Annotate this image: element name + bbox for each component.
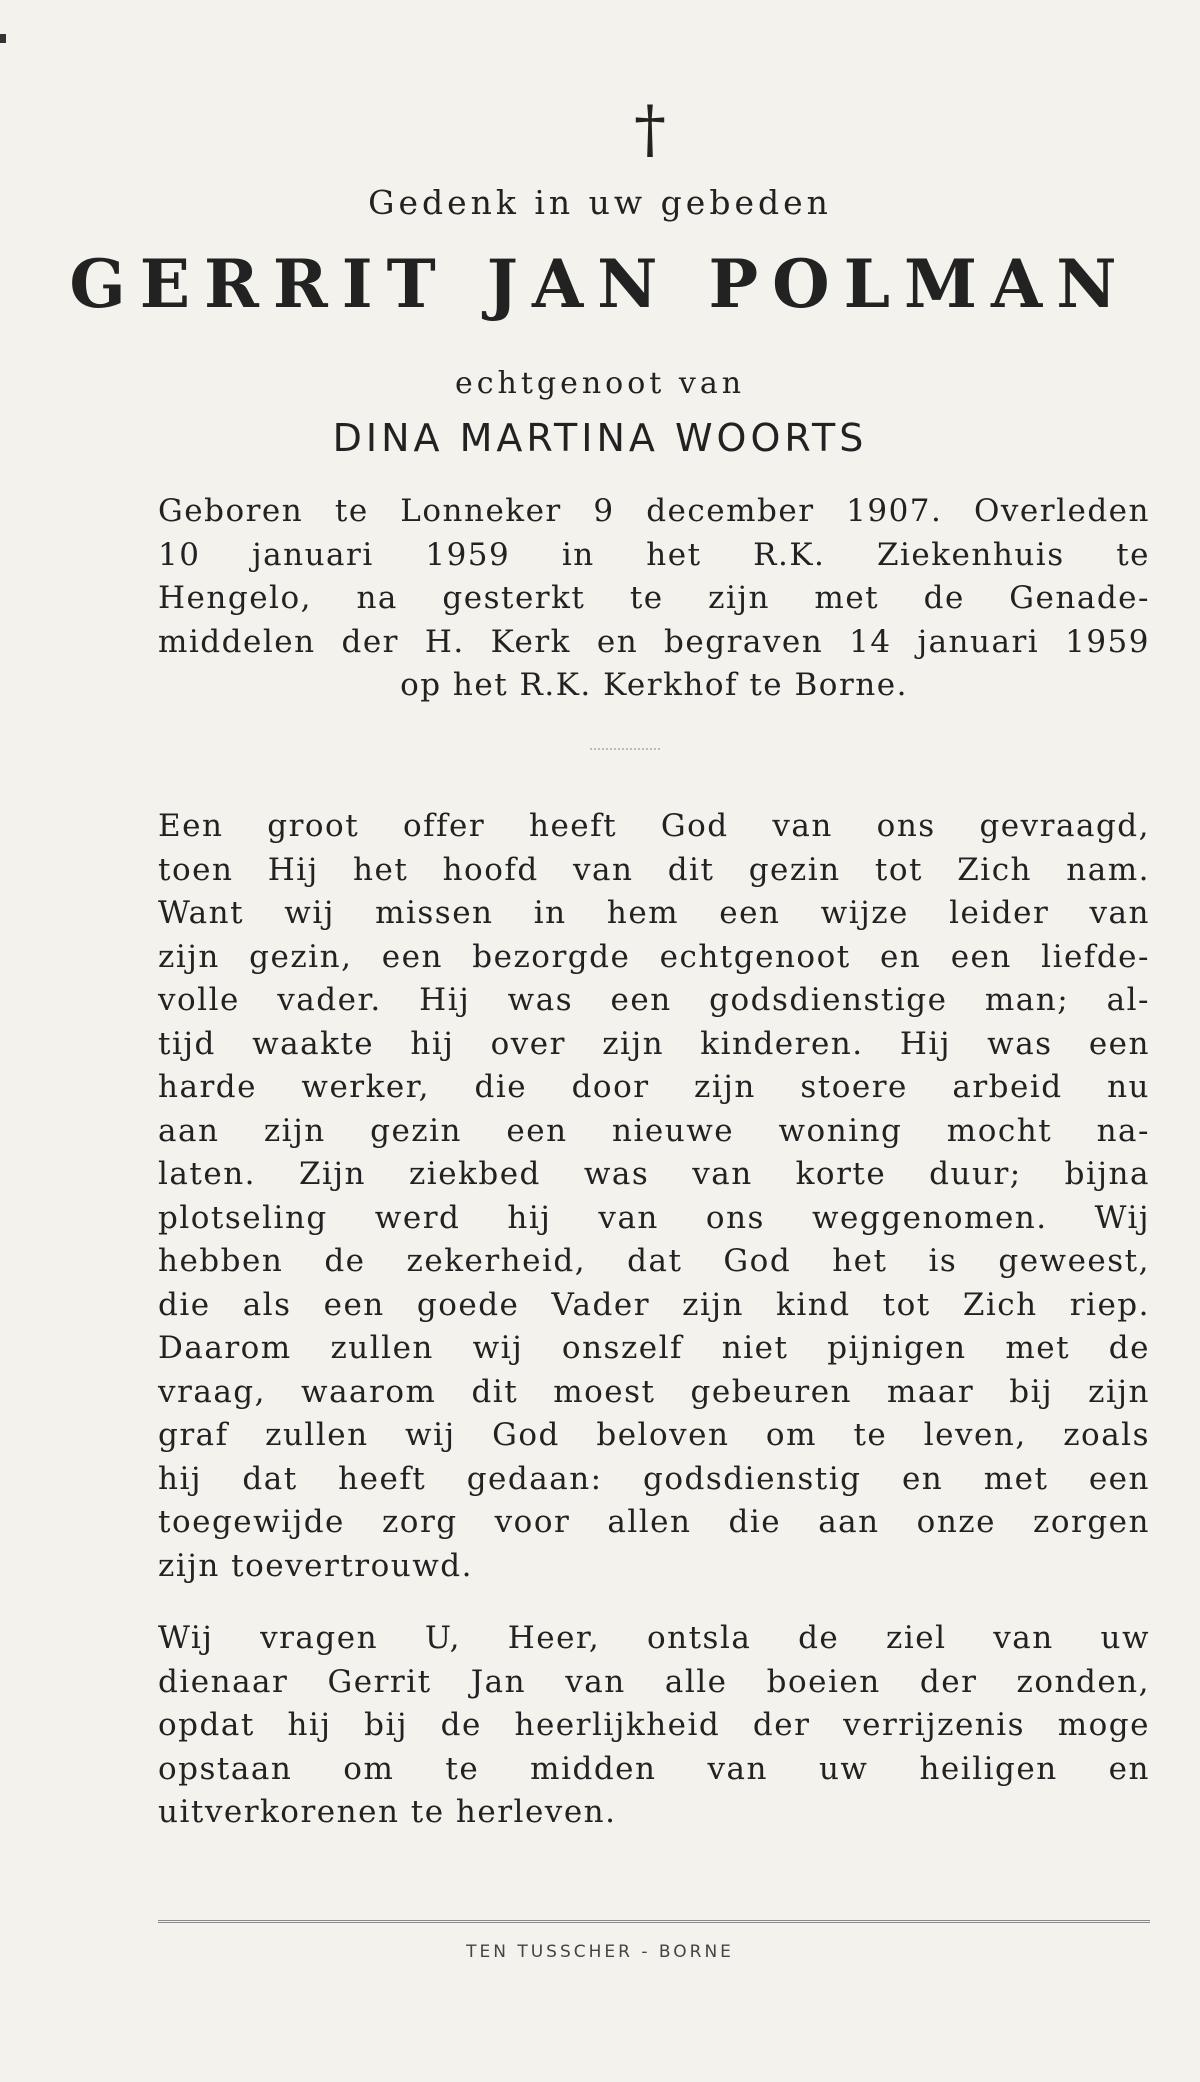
text-line: op het R.K. Kerkhof te Borne. [400,667,908,703]
text-line: hebben de zekerheid, dat God het is geweest, [158,1243,1150,1279]
text-line: aan zijn gezin een nieuwe woning mocht na- [158,1112,1150,1149]
spouse-name: DINA MARTINA WOORTS [332,416,868,460]
text-line: Daarom zullen wij onszelf niet pijnigen met de [158,1330,1150,1366]
text-line: dienaar Gerrit Jan van alle boeien der zonden, [158,1663,1150,1700]
text-line: toen Hij het hoofd van dit gezin tot Zich nam. [158,851,1150,888]
spouse-intro: echtgenoot van [454,366,746,401]
text-line: 10 januari 1959 in het R.K. Ziekenhuis te [158,536,1150,573]
text-line: tijd waakte hij over zijn kinderen. Hij was een [158,1025,1150,1062]
text-line: zijn gezin, een bezorgde echtgenoot en een liefde- [158,938,1150,975]
text-line: Hengelo, na gesterkt te zijn met de Genade- [158,580,1150,616]
text-line: harde werker, die door zijn stoere arbeid nu [158,1069,1150,1105]
separator [590,748,660,750]
text-line: middelen der H. Kerk en begraven 14 januari 1959 [158,623,1150,660]
text-line: Wij vragen U, Heer, ontsla de ziel van uw [158,1620,1150,1656]
prayer-paragraph [158,1617,1150,1835]
text-line: opstaan om te midden van uw heiligen en [158,1750,1150,1787]
text-line: laten. Zijn ziekbed was van korte duur; bijna [158,1156,1150,1192]
text-line: Geboren te Lonneker 9 december 1907. Overleden [158,493,1150,529]
text-line: zijn toevertrouwd. [158,1547,473,1584]
text-line: die als een goede Vader zijn kind tot Zich riep. [158,1286,1150,1323]
text-line: graf zullen wij God beloven om te leven, zoals [158,1417,1150,1453]
text-line: volle vader. Hij was een godsdienstige man; al- [158,982,1150,1018]
text-line: vraag, waarom dit moest gebeuren maar bij zijn [158,1373,1150,1410]
intro-text: Gedenk in uw gebeden [368,183,832,222]
text-line: Want wij missen in hem een wijze leider van [158,895,1150,931]
deceased-name: GERRIT JAN POLMAN [69,245,1131,323]
cross-icon: † [634,93,666,167]
text-line: plotseling werd hij van ons weggenomen. Wij [158,1199,1150,1236]
text-line: uitverkorenen te herleven. [158,1794,617,1830]
text-line: opdat hij bij de heerlijkheid der verrijzenis moge [158,1707,1150,1743]
text-line: toegewijde zorg voor allen die aan onze zorgen [158,1504,1150,1540]
text-line: Een groot offer heeft God van ons gevraagd, [158,808,1150,844]
scan-mark [0,34,6,43]
printer-imprint: TEN TUSSCHER - BORNE [466,1942,734,1962]
text-line: hij dat heeft gedaan: godsdienstig en met een [158,1460,1150,1497]
birth-death-paragraph [158,490,1150,708]
memorial-paragraph [158,805,1150,1588]
footer-rule [158,1920,1150,1923]
